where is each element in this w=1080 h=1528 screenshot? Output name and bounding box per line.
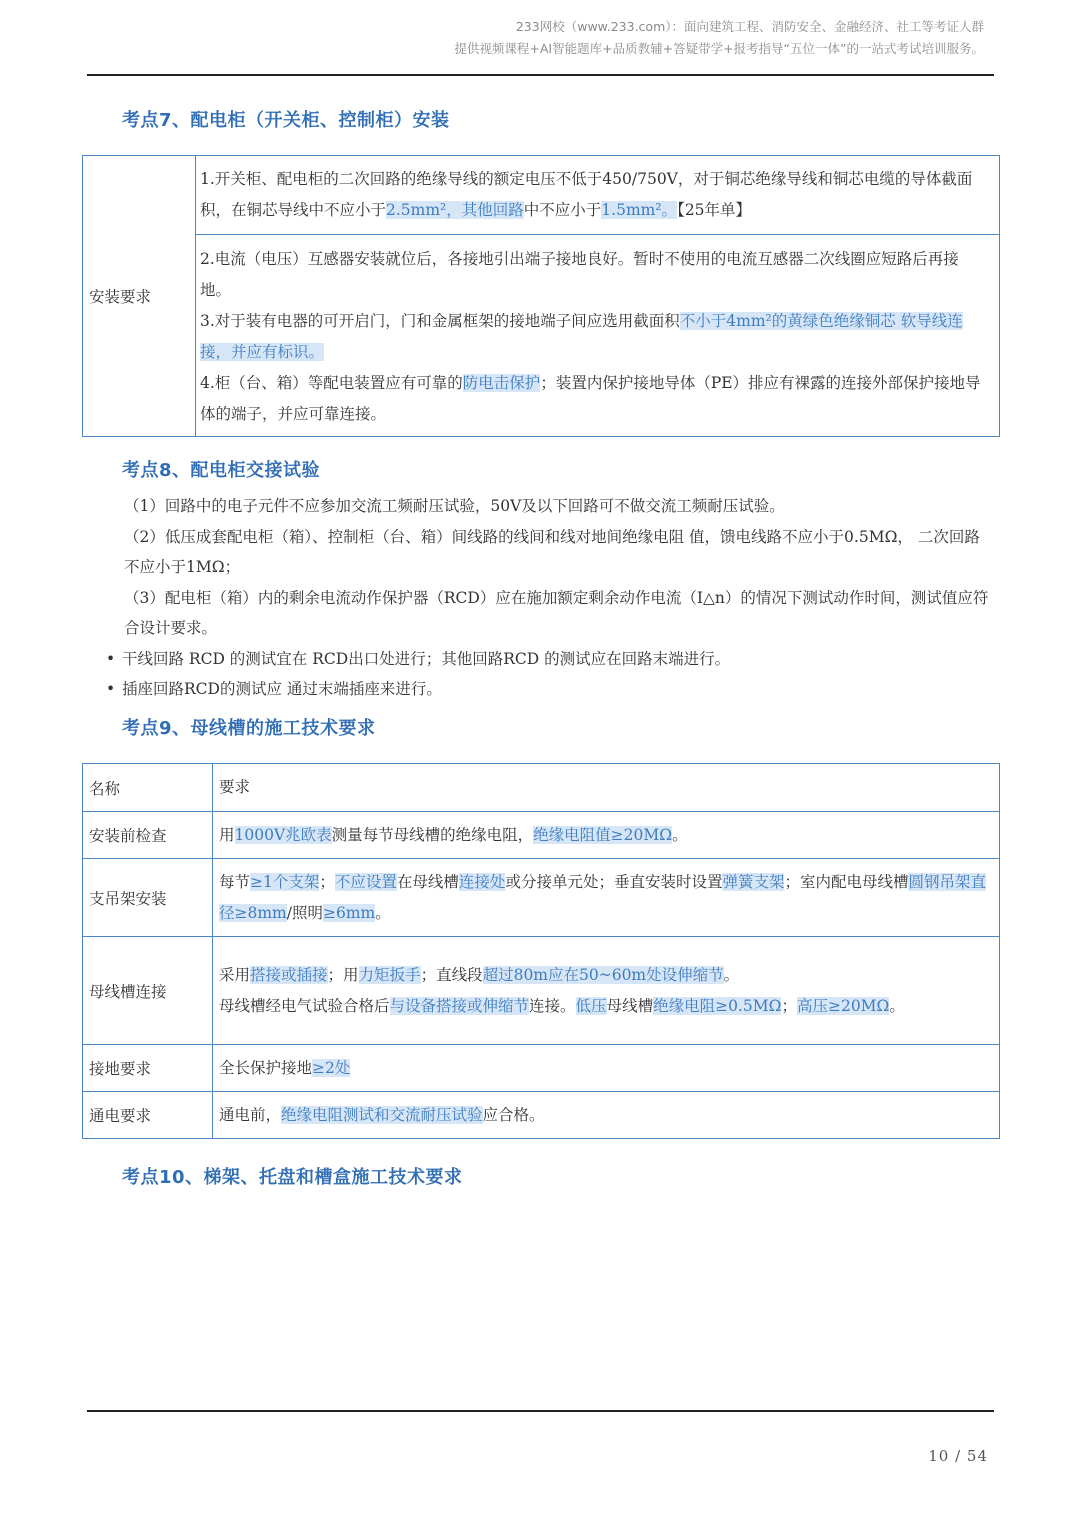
hl: 超过80m应在50~60m处设伸缩节 (482, 965, 724, 984)
section-10-title: 考点10、梯架、托盘和槽盒施工技术要求 (122, 1167, 463, 1188)
t: ； (319, 872, 335, 891)
t: 应合格。 (482, 1105, 545, 1124)
hl: 弹簧支架 (722, 872, 785, 891)
t: 。 (375, 903, 391, 922)
header-requirement: 要求 (213, 764, 1000, 812)
hl: 与设备搭接或伸缩节 (389, 996, 530, 1015)
s8-bullet-2-text: 插座回路RCD的测试应 通过末端插座来进行。 (122, 680, 442, 698)
bullet-dot: • (106, 649, 116, 668)
t: 。 (672, 825, 688, 844)
s8-item-3: （3）配电柜（箱）内的剩余电流动作保护器（RCD）应在施加额定剩余动作电流（I△n）的情况下测试动作时间，测试值应符合设计要求。 (124, 588, 989, 637)
footer-divider (87, 1410, 994, 1412)
row-4-name: 接地要求 (83, 1045, 213, 1092)
req2-text: 2.电流（电压）互感器安装就位后，各接地引出端子接地良好。暂时不使用的电流互感器二次线圈应短路后再接地。 (200, 250, 959, 299)
t: 或分接单元处；垂直安装时设置 (505, 872, 723, 891)
req4-line (200, 368, 985, 430)
row-1-requirement (213, 812, 1000, 859)
section-7-table (82, 155, 1000, 437)
table-header-row (83, 764, 1000, 812)
hl: 绝缘电阻≥0.5MΩ (653, 996, 782, 1015)
page-number: 10 / 54 (928, 1447, 988, 1465)
s8-item-1: （1）回路中的电子元件不应参加交流工频耐压试验，50V及以下回路可不做交流工频耐压试验。 (124, 497, 785, 515)
hl: 不应设置 (334, 872, 397, 891)
bullet-dot: • (106, 680, 116, 698)
t: 采用 (219, 965, 251, 984)
table-row (83, 812, 1000, 859)
t: 用 (219, 825, 235, 844)
req3-text: 3.对于装有电器的可开启门，门和金属框架的接地端子间应选用截面积 (200, 312, 680, 330)
req4-highlight: 防电击保护 (462, 374, 541, 392)
req1-highlight-a: 2.5mm²，其他回路 (386, 201, 524, 219)
req4-text-b: ；装置内保护接地导体（PE）排应有裸露的连接外部保护接地导体的端子，并应可靠连接。 (200, 374, 981, 423)
s8-bullet-1-text: 干线回路 RCD 的测试宜在 RCD出口处进行；其他回路RCD 的测试应在回路末端进行。 (122, 649, 731, 668)
row-4-requirement (213, 1045, 1000, 1092)
t: 测量每节母线槽的绝缘电阻， (331, 825, 534, 844)
hl: 绝缘电阻测试和交流耐压试验 (281, 1105, 483, 1124)
t: 连接。 (529, 996, 576, 1015)
table-row (83, 1045, 1000, 1092)
t: ；室内配电母线槽 (784, 872, 909, 891)
t: /照明 (286, 903, 323, 922)
section-8-body (82, 491, 992, 705)
install-requirements-label: 安装要求 (83, 156, 196, 437)
hl: ≥2处 (312, 1058, 351, 1077)
table-row (83, 1092, 1000, 1139)
page-header (454, 16, 984, 60)
req1-text: 1.开关柜、配电柜的二次回路的绝缘导线的额定电压不低于450/750V，对于铜芯绝缘导线和铜芯电缆的导体截面积，在铜芯导线中不应小于 (200, 170, 973, 219)
section-7-title: 考点7、配电柜（开关柜、控制柜）安装 (122, 110, 450, 131)
row-3-line-2 (219, 991, 987, 1022)
req3-highlight: 不小于4mm²的黄绿色绝缘铜芯 软导线连接，并应有标识。 (200, 312, 963, 361)
s8-item-2: （2）低压成套配电柜（箱）、控制柜（台、箱）间线路的线间和线对地间绝缘电阻 值，馈电线路不应小于0.5MΩ， 二次回路不应小于1MΩ； (124, 527, 980, 576)
row-3-line-1 (219, 960, 987, 991)
hl: 高压≥20MΩ (796, 996, 890, 1015)
table-row (83, 859, 1000, 937)
s8-bullet-2 (82, 674, 992, 705)
t: 全长保护接地 (219, 1058, 313, 1077)
hl: 1000V兆欧表 (234, 825, 332, 844)
req3-line (200, 306, 985, 368)
header-divider (87, 74, 994, 76)
t: 每节 (219, 872, 251, 891)
t: 。 (723, 965, 740, 984)
t: 。 (889, 996, 905, 1015)
t: 母线槽 (606, 996, 654, 1015)
row-3-requirement (213, 937, 1000, 1045)
requirement-cell-1 (196, 156, 1000, 235)
section-9-title: 考点9、母线槽的施工技术要求 (122, 718, 376, 739)
hl: 低压 (575, 996, 607, 1015)
row-5-name: 通电要求 (83, 1092, 213, 1139)
section-8-title: 考点8、配电柜交接试验 (122, 460, 321, 481)
t: 通电前， (219, 1105, 282, 1124)
req1-text-b: 中不应小于 (523, 201, 602, 219)
req1-highlight-b: 1.5mm²。 (601, 201, 678, 219)
s8-bullet-1 (82, 644, 992, 675)
hl: 连接处 (458, 872, 506, 891)
hl: 绝缘电阻值≥20MΩ (533, 825, 673, 844)
t: 在母线槽 (396, 872, 459, 891)
table-row (83, 937, 1000, 1045)
row-5-requirement (213, 1092, 1000, 1139)
t: 母线槽经电气试验合格后 (219, 996, 390, 1015)
exam-tag: 【25年单】 (677, 201, 752, 219)
t: ；用 (327, 965, 359, 984)
hl: 搭接或插接 (250, 965, 328, 984)
header-name: 名称 (83, 764, 213, 812)
row-3-name: 母线槽连接 (83, 937, 213, 1045)
header-line-2: 提供视频课程+AI智能题库+品质教辅+答疑带学+报考指导“五位一体”的一站式考试培训服务。 (454, 41, 984, 56)
req4-text: 4.柜（台、箱）等配电装置应有可靠的 (200, 374, 463, 392)
header-line-1: 233网校（www.233.com）：面向建筑工程、消防安全、金融经济、社工等考证人群 (515, 19, 984, 34)
t: ； (781, 996, 797, 1015)
requirement-cell-2 (196, 235, 1000, 437)
row-1-name: 安装前检查 (83, 812, 213, 859)
section-9-table (82, 763, 1000, 1139)
row-2-name: 支吊架安装 (83, 859, 213, 937)
hl: 力矩扳手 (358, 965, 421, 984)
hl: ≥1个支架 (250, 872, 320, 891)
hl: ≥6mm (322, 903, 376, 922)
t: ；直线段 (420, 965, 483, 984)
row-2-requirement (213, 859, 1000, 937)
hl: 圆钢吊架直径≥8mm (219, 872, 986, 922)
